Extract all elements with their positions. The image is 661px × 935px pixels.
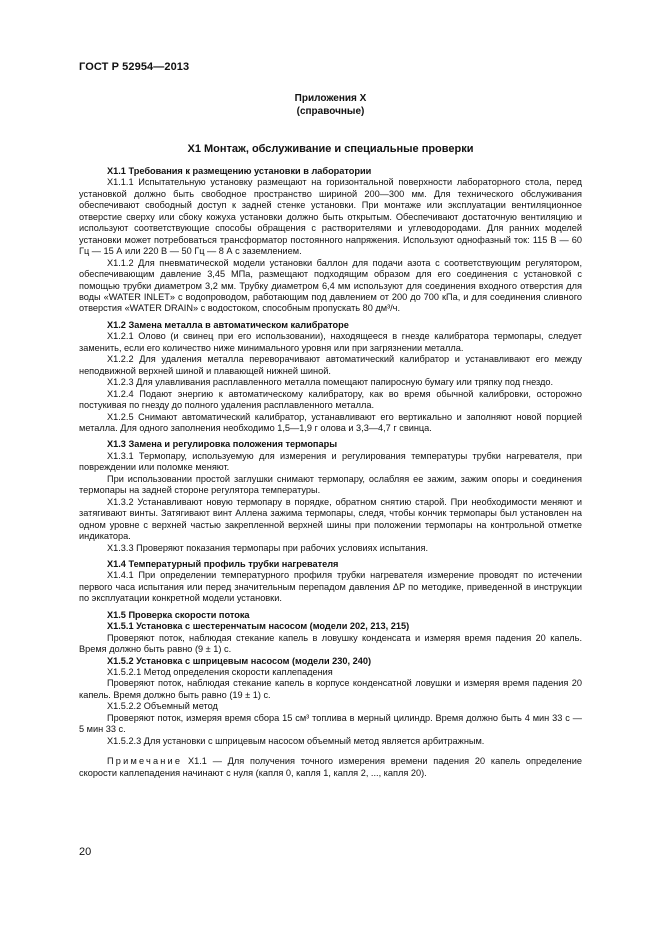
paragraph: Х1.2.4 Подают энергию к автоматическому калибратору, как во время обычной калибровки, осторожно постукивая по гнезду до полного удаления расплавленного металла. — [79, 388, 582, 411]
paragraph: Х1.2.1 Олово (и свинец при его использовании), находящееся в гнезде калибратора термопары, следует заменить, если его количество ниже минимального уровня или при загрязнении металла. — [79, 331, 582, 353]
subsection-heading: Х1.5.1 Установка с шестеренчатым насосом (модели 202, 213, 215) — [107, 621, 410, 632]
standard-number: ГОСТ Р 52954—2013 — [79, 61, 190, 73]
paragraph: Х1.1.2 Для пневматической модели установки баллон для подачи азота с соответствующим регулятором, обеспечивающим давление 3,45 МПа, размещают подходящим образом для его соединения с установкой с помощью трубки диаметром 3,2 мм. Трубку диаметром 6,4 мм используют для соединения входного отверстия для воды «WATER INLET» с водопроводом, работающим под давлением от 200 до 700 кПа, и для соединения сливного отверстия «WATER DRAIN» с водостоком, способным пропускать 80 дм³/ч. — [79, 257, 582, 314]
subsection-heading: Х1.5 Проверка скорости потока — [107, 609, 250, 620]
paragraph: Х1.5.2.1 Метод определения скорости каплепадения — [107, 667, 333, 678]
paragraph: Проверяют поток, наблюдая стекание капель в ловушку конденсата и измеряя время падения 20 капель. Время должно быть равно (9 ± 1) с. — [79, 632, 582, 655]
paragraph: Х1.1.1 Испытательную установку размещают на горизонтальной поверхности лабораторного стола, перед установкой должно быть свободное пространство шириной 200—300 мм. Для технического обслуживания обеспечивают свободный доступ к задней стенке установки. При монтаже или эксплуатации вентиляционное отверстие сверху или сбоку кожуха установки должно быть открытым. Обеспечивают достаточную вентиляцию и используют соответствующие способы обращения с растворителями и углеводородами. Для ранних моделей установки может потребоваться трансформатор постоянного напряжения. Используют однофазный ток: 115 В — 60 Гц — 15 А или 220 В — 50 Гц — 8 А с заземлением. — [79, 177, 582, 257]
appendix-title: Приложения Х — [294, 93, 367, 104]
paragraph: Х1.4.1 При определении температурного профиля трубки нагревателя измерение проводят по истечении первого часа испытания или перед значительным перепадом давления ΔP по методике, приведенной в инструкции по эксплуатации конкретной модели установки. — [79, 570, 582, 604]
paragraph: Х1.5.2.2 Объемный метод — [107, 701, 218, 712]
note — [79, 756, 582, 779]
paragraph: При использовании простой заглушки снимают термопару, ослабляя ее зажим, зажим опоры и соединения термопары на задней стороне регулятора температуры. — [79, 473, 582, 496]
paragraph: Х1.3.3 Проверяют показания термопары при рабочих условиях испытания. — [107, 542, 428, 553]
section-title: Х1 Монтаж, обслуживание и специальные проверки — [187, 143, 474, 155]
note-text: Х1.1 — Для получения точного измерения времени падения 20 капель определение скорости каплепадения начинают с нуля (капля 0, капля 1, капля 2, ..., капля 20). — [79, 756, 582, 778]
paragraph: Х1.3.2 Устанавливают новую термопару в порядке, обратном снятию старой. При необходимости меняют и затягивают винты. Затягивают винт Аллена зажима термопары, следя, чтобы кончик термопары был установлен на одном уровне с верхней частью закрепленной верхней шины при положении термопары на контрольной отметке индикатора. — [79, 496, 582, 542]
subsection-heading: Х1.2 Замена металла в автоматическом калибраторе — [107, 319, 349, 330]
subsection-heading: Х1.1 Требования к размещению установки в лаборатории — [107, 166, 372, 176]
paragraph: Х1.3.1 Термопару, используемую для измерения и регулирования температуры трубки нагревателя, при повреждении или поломке меняют. — [79, 450, 582, 473]
paragraph: Х1.2.2 Для удаления металла переворачивают автоматический калибратор и устанавливают его между неподвижной верхней шиной и плавающей нижней шиной. — [79, 354, 582, 376]
paragraph: Х1.2.3 Для улавливания расплавленного металла помещают папиросную бумагу или тряпку под гнездо. — [107, 377, 554, 388]
paragraph: Проверяют поток, наблюдая стекание капель в корпусе конденсатной ловушки и измеряя время падения 20 капель. Время должно быть равно (19 ± 1) с. — [79, 678, 582, 700]
appendix-subtitle: (справочные) — [296, 106, 365, 117]
subsection-heading: Х1.4 Температурный профиль трубки нагревателя — [107, 558, 339, 569]
subsection-heading: Х1.5.2 Установка с шприцевым насосом (модели 230, 240) — [107, 655, 372, 666]
note-label: Примечание — [107, 756, 183, 767]
page-number: 20 — [79, 846, 92, 858]
paragraph: Проверяют поток, измеряя время сбора 15 см³ топлива в мерный цилиндр. Время должно быть 4 мин 33 с — 5 мин 33 с. — [79, 712, 582, 735]
paragraph: Х1.2.5 Снимают автоматический калибратор, устанавливают его вертикально и заполняют новой порцией металла. Для одного заполнения необходимо 1,5—1,9 г олова и 3,3—4,7 г свинца. — [79, 411, 582, 433]
paragraph: Х1.5.2.3 Для установки с шприцевым насосом объемный метод является арбитражным. — [107, 735, 485, 746]
subsection-heading: Х1.3 Замена и регулировка положения термопары — [107, 439, 338, 450]
document-body — [79, 166, 582, 779]
